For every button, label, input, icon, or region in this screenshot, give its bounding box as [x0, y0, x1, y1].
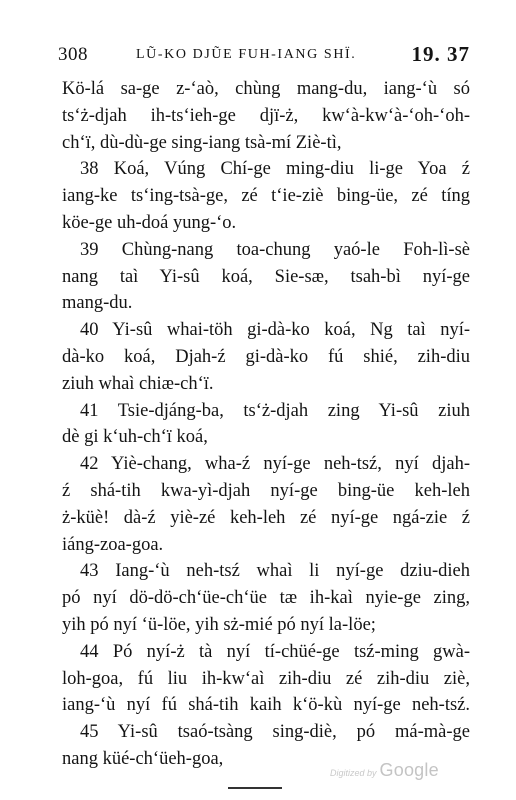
text-line: ż-küè! dà-ź yiè-zé keh-leh zé nyí-ge ngá-zie ź — [62, 507, 470, 528]
text-line: dà-ko koá, Djah-ź gi-dà-ko fú shié, zih-diu — [62, 346, 470, 367]
page-number: 308 — [58, 44, 88, 65]
scripture-text — [62, 76, 470, 773]
text-line: iang-‘ù nyí fú shá-tih kaih k‘ö-kù nyí-ge neh-tsź. — [62, 695, 470, 716]
verse-start-line: 38 Koá, Vúng Chí-ge ming-diu li-ge Yoa ź — [80, 159, 470, 180]
verse-start-line: 45 Yi-sû tsaó-tsàng sing-diè, pó má-mà-ge — [80, 722, 470, 743]
verse-start-line: 42 Yiè-chang, wha-ź nyí-ge neh-tsź, nyí djah- — [80, 454, 470, 475]
digitized-by-google-watermark — [330, 760, 439, 784]
verse-start-line: 43 Iang-‘ù neh-tsź whaì li nyí-ge dziu-dieh — [80, 561, 470, 582]
verse-start-line: 41 Tsie-djáng-ba, ts‘ż-djah zing Yi-sû ziuh — [80, 400, 470, 421]
chapter-verse-reference: 19. 37 — [411, 42, 470, 66]
text-line: nang taì Yi-sû koá, Sie-sæ, tsah-bì nyí-ge — [62, 266, 470, 287]
text-line: iang-ke ts‘ing-tsà-ge, zé t‘ie-ziè bing-üe, zé tíng — [62, 186, 470, 207]
text-line: pó nyí dö-dö-ch‘üe-ch‘üe tæ ih-kaì nyie-ge zing, — [62, 588, 470, 609]
text-line: yih pó nyí ‘ü-löe, yih sż-mié pó nyí la-löe; — [62, 614, 376, 635]
text-line: mang-du. — [62, 293, 133, 314]
google-logo: Google — [379, 760, 439, 780]
digitized-label: Digitized by — [330, 768, 377, 778]
bottom-rule — [228, 787, 282, 789]
text-line: iáng-zoa-goa. — [62, 534, 164, 555]
text-line: nang küé-ch‘üeh-goa, — [62, 748, 224, 769]
verse-start-line: 39 Chùng-nang toa-chung yaó-le Foh-lì-sè — [80, 239, 470, 260]
text-line: Kö-lá sa-ge z-‘aò, chùng mang-du, iang-‘ù só — [62, 79, 470, 99]
verse-start-line: 44 Pó nyí-ż tà nyí tí-chüé-ge tsź-ming gwà- — [80, 641, 470, 662]
verse-start-line: 40 Yi-sû whai-töh gi-dà-ko koá, Ng taì nyí- — [80, 320, 470, 341]
text-line: dè gi k‘uh-ch‘ï koá, — [62, 427, 208, 448]
text-line: loh-goa, fú liu ih-kw‘aì zih-diu zé zih-diu ziè, — [62, 668, 470, 689]
text-line: ź shá-tih kwa-yì-djah nyí-ge bing-üe keh-leh — [62, 480, 470, 501]
running-title: LŨ-KO DJŨE FUH-IANG SHÏ. — [136, 47, 357, 62]
text-line: ch‘ï, dù-dù-ge sing-iang tsà-mí Ziè-tì, — [62, 132, 342, 153]
text-line: ts‘ż-djah ih-ts‘ieh-ge djï-ż, kw‘à-kw‘à-‘oh-‘oh- — [62, 105, 470, 126]
text-line: köe-ge uh-doá yung-‘o. — [62, 212, 237, 233]
page-header — [58, 44, 470, 70]
text-line: ziuh whaì chiæ-ch‘ï. — [62, 373, 214, 394]
